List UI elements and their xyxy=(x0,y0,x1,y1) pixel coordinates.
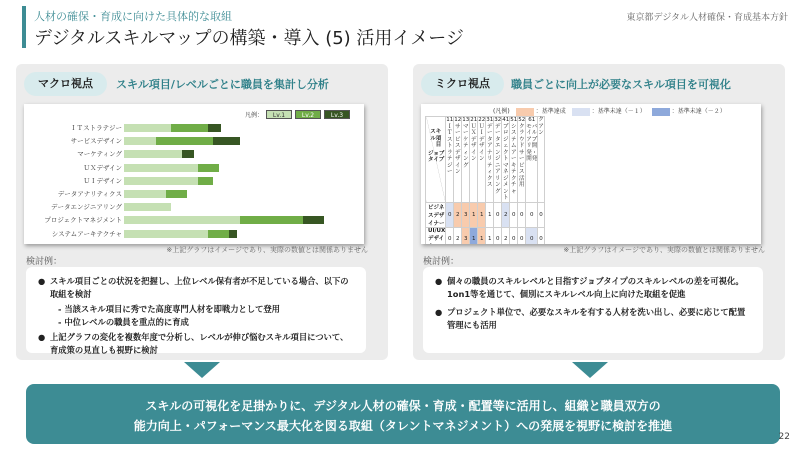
bar-segment-lv2 xyxy=(208,230,229,238)
column-number: 52 xyxy=(518,117,526,123)
bar-category-label: プロジェクトマネジメント xyxy=(44,216,122,225)
table-cell: 0 xyxy=(446,227,454,244)
column-name: ＵＸデザイン xyxy=(470,123,477,162)
table-corner xyxy=(426,117,446,203)
column-header xyxy=(486,117,494,203)
micro-bullet-1-text: 個々の職員のスキルレベルと目指すジョブタイプのスキルレベルの差を可視化。1on1等を通じて、個別にスキルレベル向上に向けた取組を促進 xyxy=(447,276,744,299)
bar-track xyxy=(124,190,187,198)
bar-segment-lv1 xyxy=(124,150,182,158)
legend-title: 凡例： xyxy=(244,112,263,119)
down-arrow-right xyxy=(572,362,608,378)
bar-row xyxy=(24,230,364,238)
document-source: 東京都デジタル人材確保・育成基本方針 xyxy=(626,13,788,23)
bullet-dot: ● xyxy=(435,276,443,286)
bar-row xyxy=(24,150,364,158)
micro-note: ※上記グラフはイメージであり、実際の数値とは関係ありません xyxy=(563,246,765,254)
table-cell: 2 xyxy=(454,227,462,244)
table-header-row xyxy=(426,117,545,203)
column-number: 32 xyxy=(494,117,502,123)
row-jobtype-label: ビジネスデザイナー xyxy=(426,202,446,227)
bar-track xyxy=(124,164,219,172)
column-number: 13 xyxy=(462,117,470,123)
bar-segment-lv1 xyxy=(124,164,198,172)
bar-track xyxy=(124,230,237,238)
bar-category-label: データエンジニアリング xyxy=(51,203,122,212)
table-cell: 0 xyxy=(526,202,538,227)
bar-row xyxy=(24,164,364,172)
corner-top-label: スキル項目 xyxy=(430,129,442,148)
bar-segment-lv3 xyxy=(213,137,239,145)
bar-row xyxy=(24,137,364,145)
bar-segment-lv1 xyxy=(124,203,171,211)
bar-track xyxy=(124,150,194,158)
table-cell: 0 xyxy=(518,227,526,244)
table-cell: 1 xyxy=(470,202,478,227)
skill-table xyxy=(425,116,545,244)
corner-bottom-label: ジョブタイプ xyxy=(428,150,445,163)
table-cell: 1 xyxy=(478,227,486,244)
bar-segment-lv2 xyxy=(198,177,214,185)
micro-legend-title: (凡例) xyxy=(493,108,510,116)
column-header xyxy=(446,117,454,203)
bar-segment-lv1 xyxy=(124,137,156,145)
micro-review-label: 検討例： xyxy=(423,257,460,267)
table-cell: 2 xyxy=(502,227,510,244)
table-cell: 0 xyxy=(518,202,526,227)
column-name: モバイルアプリ開発・開発 xyxy=(526,123,538,162)
table-cell: 1 xyxy=(486,227,494,244)
bar-segment-lv3 xyxy=(208,124,221,132)
legend-swatch-minus2 xyxy=(652,108,670,116)
bullet-dot: ● xyxy=(435,307,443,317)
column-number: 61 xyxy=(528,117,536,123)
table-row xyxy=(426,227,545,244)
column-header xyxy=(502,117,510,203)
bar-segment-lv1 xyxy=(124,216,240,224)
column-number: 12 xyxy=(454,117,462,123)
macro-bullet-2-text: 上記グラフの変化を複数年度で分析し、レベルが伸び悩むスキル項目について、育成策の見直しも視野に検討 xyxy=(50,332,349,355)
table-cell: 1 xyxy=(470,227,478,244)
table-cell: 0 xyxy=(446,202,454,227)
column-number: 21 xyxy=(470,117,478,123)
bar-segment-lv3 xyxy=(303,216,324,224)
bar-segment-lv2 xyxy=(171,124,208,132)
bar-category-label: システムアーキテクチャ xyxy=(51,229,122,238)
legend-minus1: ：基準未達（－１） xyxy=(591,108,646,115)
bar-category-label: データアナリティクス xyxy=(57,190,122,198)
column-number: 41 xyxy=(502,117,510,123)
legend-minus2: ：基準未達（－２） xyxy=(671,108,726,115)
page-title: デジタルスキルマップの構築・導入 (5) 活用イメージ xyxy=(34,28,464,49)
table-cell: 1 xyxy=(478,202,486,227)
macro-panel xyxy=(16,64,388,360)
bar-category-label: サービスデザイン xyxy=(70,137,122,146)
micro-bullet-2 xyxy=(435,306,753,331)
bar-segment-lv2 xyxy=(166,190,187,198)
column-header xyxy=(478,117,486,203)
legend-swatch-minus1 xyxy=(572,108,590,116)
table-cell: 1 xyxy=(486,202,494,227)
column-name: ＩＴストラテジー xyxy=(446,123,453,175)
bar-row xyxy=(24,203,364,211)
column-header xyxy=(494,117,502,203)
legend-met: ：基準達成 xyxy=(535,108,566,115)
row-jobtype-label: UI/UXデザイ xyxy=(426,227,446,244)
micro-heading: 職員ごとに向上が必要なスキル項目を可視化 xyxy=(511,78,731,91)
column-name: ＵＩデザイン xyxy=(478,123,485,162)
column-name: サービスデザイン xyxy=(454,123,461,175)
legend-lv3: Lv.3 xyxy=(324,110,350,119)
column-header xyxy=(526,117,538,203)
bar-segment-lv1 xyxy=(124,177,198,185)
macro-sub-2: - 中位レベルの職員を重点的に育成 xyxy=(58,316,189,327)
macro-bullet-1 xyxy=(38,275,356,300)
table-cell: 0 xyxy=(510,202,518,227)
column-header xyxy=(462,117,470,203)
macro-review-label: 検討例： xyxy=(26,257,63,267)
macro-bullet-1-text: スキル項目ごとの状況を把握し、上位レベル保有者が不足している場合、以下の取組を検討 xyxy=(50,276,349,299)
bar-row xyxy=(24,177,364,185)
legend-lv2: Lv.2 xyxy=(295,110,321,119)
column-name: クラウドサービス活用 xyxy=(518,123,525,188)
column-name: マーケティング xyxy=(462,123,469,169)
micro-bullet-2-text: プロジェクト単位で、必要なスキルを有する人材を洗い出し、必要に応じて配置管理にも活用 xyxy=(447,307,746,330)
table-cell: 0 xyxy=(538,202,545,227)
bar-segment-lv1 xyxy=(124,230,208,238)
bar-row xyxy=(24,216,364,224)
bar-segment-lv3 xyxy=(229,230,237,238)
bar-track xyxy=(124,216,324,224)
bar-category-label: ＵＩデザイン xyxy=(83,176,122,185)
micro-legend xyxy=(493,106,726,116)
bar-track xyxy=(124,137,240,145)
column-number: 51 xyxy=(510,117,518,123)
micro-review-box xyxy=(423,267,763,353)
column-number: 22 xyxy=(478,117,486,123)
macro-bullet-2 xyxy=(38,331,356,356)
bar-category-label: ＩＴストラテジー xyxy=(70,124,122,132)
macro-note: ※上記グラフはイメージであり、実際の数値とは関係ありません xyxy=(166,246,368,254)
column-name: データアナリティクス xyxy=(486,123,493,188)
bar-segment-lv3 xyxy=(182,150,195,158)
column-header xyxy=(510,117,518,203)
bar-row xyxy=(24,124,364,132)
down-arrow-left xyxy=(184,362,220,378)
table-cell: 0 xyxy=(538,227,545,244)
column-header xyxy=(518,117,526,203)
macro-chart-card xyxy=(24,104,364,244)
bar-track xyxy=(124,203,171,211)
micro-table-card xyxy=(421,104,761,244)
column-number: 11 xyxy=(446,117,454,123)
bar-category-label: マーケティング xyxy=(77,150,122,159)
bar-segment-lv1 xyxy=(124,124,171,132)
title-accent-bar xyxy=(22,6,26,48)
bar-segment-lv1 xyxy=(124,190,166,198)
micro-pill: ミクロ視点 xyxy=(421,72,504,96)
bullet-dot: ● xyxy=(38,276,46,286)
column-name: プロジェクトマネジメント xyxy=(502,123,509,201)
bar-track xyxy=(124,177,213,185)
macro-pill: マクロ視点 xyxy=(24,72,107,96)
legend-swatch-met xyxy=(516,108,534,116)
bar-segment-lv2 xyxy=(156,137,214,145)
macro-sub-1: - 当該スキル項目に秀でた高度専門人材を即戦力として登用 xyxy=(58,304,280,314)
bar-row xyxy=(24,190,364,198)
column-header xyxy=(538,117,545,203)
table-cell: 2 xyxy=(454,202,462,227)
bar-track xyxy=(124,124,221,132)
bar-segment-lv2 xyxy=(198,164,219,172)
table-cell: 3 xyxy=(462,202,470,227)
column-header xyxy=(454,117,462,203)
table-row xyxy=(426,202,545,227)
bar-segment-lv2 xyxy=(240,216,303,224)
macro-review-box xyxy=(26,267,366,353)
conclusion-banner xyxy=(26,384,780,444)
table-cell: 0 xyxy=(494,227,502,244)
legend-lv1: Lv.1 xyxy=(266,110,292,119)
table-cell: 0 xyxy=(510,227,518,244)
table-cell: 0 xyxy=(494,202,502,227)
chart-legend xyxy=(245,110,350,119)
banner-line-1: スキルの可視化を足掛かりに、デジタル人材の確保・育成・配置等に活用し、組織と職員双方の xyxy=(145,399,661,413)
section-subtitle: 人材の確保・育成に向けた具体的な取組 xyxy=(34,10,232,23)
column-name: ク ア ン xyxy=(538,117,544,136)
column-number: 31 xyxy=(486,117,494,123)
banner-line-2: 能力向上・パフォーマンス最大化を図る取組（タレントマネジメント）への発展を視野に検討を推進 xyxy=(133,419,673,433)
page-number: 22 xyxy=(778,432,790,442)
table-cell: 3 xyxy=(462,227,470,244)
table-cell: 0 xyxy=(526,227,538,244)
column-name: システムアーキテクチャ xyxy=(510,123,517,195)
bullet-dot: ● xyxy=(38,332,46,342)
table-cell: 2 xyxy=(502,202,510,227)
column-name: データエンジニアリング xyxy=(494,123,501,195)
bar-category-label: ＵＸデザイン xyxy=(83,163,122,172)
column-header xyxy=(470,117,478,203)
micro-bullet-1 xyxy=(435,275,753,300)
micro-panel xyxy=(413,64,785,360)
macro-heading: スキル項目/レベルごとに職員を集計し分析 xyxy=(116,78,329,91)
